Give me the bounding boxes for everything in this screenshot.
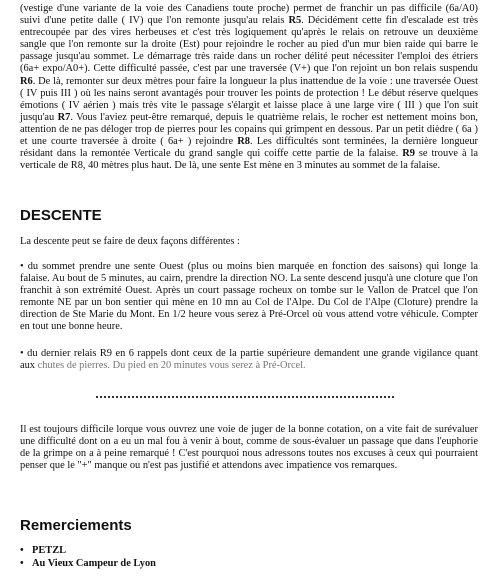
relay-label: R5 <box>288 15 302 27</box>
descente-intro: La descente peut se faire de deux façons différentes : <box>20 236 240 247</box>
relay-label: R6 <box>20 75 33 87</box>
descente-option-2-text-faded: chutes de pierres. Du pied en 20 minutes vous serez à Pré-Orcel. <box>37 360 306 372</box>
relay-label: R9 <box>402 148 415 160</box>
list-item: • PETZL <box>20 545 156 558</box>
relay-label: R7 <box>57 111 71 123</box>
dotted-separator <box>96 396 394 398</box>
text-segment: . De là, remonter sur deux mètres pour faire la longueur la plus inattendue de la voie : une traversée Ouest ( IV puis III ) où les nains seront avantagés pour trouver les points de protection ! Le début réserve quelques émotions ( IV aérien ) mais très vite le passage s'élargit et laisse place à une large vire ( III ) que l'on suit jusqu'au <box>20 75 478 123</box>
relay-label: R8 <box>237 136 250 148</box>
text-segment: (vestige d'une variante de la voie des Canadiens toute proche) permet de franchir un pas difficile (6a/A0) suivi d'une petite dalle ( IV) que l'on remonte jusqu'au relais <box>20 3 478 27</box>
text-segment: . Les difficultés sont terminées, la dernière longueur résidant dans la remontée Verticale du grand sangle qui coiffe cette partie de la falaise. <box>20 136 478 160</box>
descente-option-2 <box>20 348 478 372</box>
descente-option-2-text: du dernier relais R9 en 6 rappels dont ceux de la partie supérieure demandent une grande vigilance quant aux <box>20 348 478 372</box>
descente-option-1 <box>20 261 478 334</box>
text-segment: . Décidément cette fin d'escalade est très entrecoupée par des vires herbeuses et c'est très logiquement qu'après le relais on retrouve un deuxième sangle que l'on remonte sur la droite (Est) pour rejoindre le rocher au pied d'un mur bien raide qui barre le passage jusqu'au sommet. Le démarrage très raide dans un rocher délité peut nécessiter l'emploi des étriers (6a+ expo/A0+). Cette difficulté passée, c'est par une traversée (V+) que l'on rejoint un bon relais suspendu <box>20 15 478 75</box>
text-segment: se trouve à la verticale de R8, 40 mètres plus haut. De là, une sente Est mène en 3 minutes au sommet de la falaise. <box>20 148 478 172</box>
route-description <box>20 3 478 172</box>
remerciements-list <box>20 545 156 570</box>
list-item: • Au Vieux Campeur de Lyon <box>20 558 156 571</box>
text-segment: . Vous l'aviez peut-être remarqué, depuis le quatrième relais, le rocher est nettement moins bon, attention de ne pas déloger trop de pierres pour les copains qui grimpent en dessous. Par un petit dièdre ( 6a ) et une courte traversée à droite ( 6a+ ) rejoindre <box>20 111 479 148</box>
remerciements-heading: Remerciements <box>20 517 132 534</box>
closing-paragraph: Il est toujours difficile lorque vous ouvrez une voie de juger de la bonne cotation, on a vite fait de surévaluer une difficulté dont on a eu un mal fou à venir à bout, comme de sous-évaluer un passage que dans l'euphorie de la grimpe on a à peine remarqué ! C'est pourquoi nous adressons toutes nos excuses à ceux qui pourraient penser que le "+" manque ou n'est pas justifié et attendons avec impatience vos remarques. <box>20 424 478 472</box>
descente-heading: DESCENTE <box>20 207 102 224</box>
descente-option-1-text: du sommet prendre une sente Ouest (plus ou moins bien marquée en fonction des saisons) qui longe la falaise. Au bout de 5 minutes, au cairn, prendre la direction NO. La sente descend jusqu'à une cloture que l'on franchit à son extrémité Ouest. Après un court passage rocheux on tombe sur le Vallon de Pratcel que l'on remonte NE par un bon sentier qui mène en 10 mn au Col de l'Alpe. Du Col de l'Alpe (Cloture) prendre la direction de Ste Marie du Mont. En 1/2 heure vous serez à Pré-Orcel où vous attend votre véhicule. Compter en tout une bonne heure. <box>20 261 478 333</box>
